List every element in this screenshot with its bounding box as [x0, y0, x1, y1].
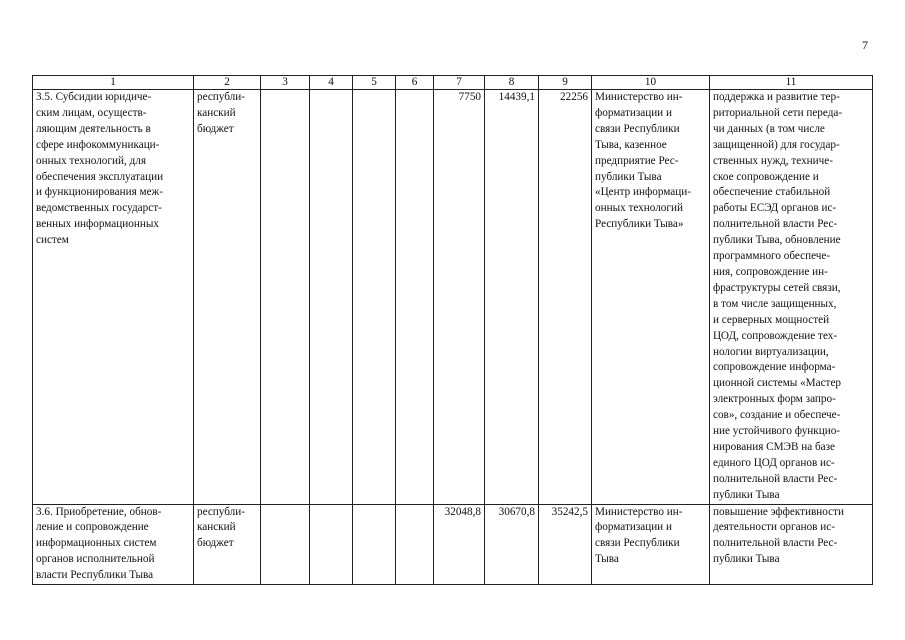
amount-cell: 7750 — [434, 90, 485, 505]
activity-name-cell: 3.5. Субсидии юридиче- ским лицам, осуществ- ляющим деятельность в сфере инфокоммуникаци- онных технологий, для обеспечения эксплуатации и функционирования меж- ведомственных государст- венных информационных систем — [33, 90, 194, 505]
empty-cell — [396, 90, 434, 505]
funding-source-cell: республи- канский бюджет — [194, 90, 261, 505]
empty-cell — [261, 90, 310, 505]
expected-result-cell: поддержка и развитие тер- риториальной сети переда- чи данных (в том числе защищенной) для государ- ственных нужд, техниче- ское сопровождение и обеспечение стабильной работы ЕСЭД органов ис- полнительной власти Рес- публики Тыва, обновление программного обеспече- ния, сопровождение ин- фраструктуры сетей связи, в том числе защищенных, и серверных мощностей ЦОД, сопровождение тех- нологии виртуализации, сопровождение информа- ционной системы «Мастер электронных форм запро- сов», создание и обеспече- ние устойчивого функцио- нирования СМЭВ на базе единого ЦОД органов ис- полнительной власти Рес- публики Тыва — [710, 90, 873, 505]
table-row — [33, 504, 873, 585]
column-header: 3 — [261, 76, 310, 90]
column-header: 6 — [396, 76, 434, 90]
empty-cell — [396, 504, 434, 585]
column-number-row — [33, 76, 873, 90]
empty-cell — [261, 504, 310, 585]
column-header: 8 — [485, 76, 539, 90]
page-number: 7 — [862, 38, 868, 52]
column-header: 9 — [539, 76, 592, 90]
expected-result-cell: повышение эффективности деятельности органов ис- полнительной власти Рес- публики Тыва — [710, 504, 873, 585]
amount-cell: 22256 — [539, 90, 592, 505]
amount-cell: 30670,8 — [485, 504, 539, 585]
empty-cell — [353, 90, 396, 505]
column-header: 1 — [33, 76, 194, 90]
empty-cell — [310, 504, 353, 585]
empty-cell — [310, 90, 353, 505]
amount-cell: 35242,5 — [539, 504, 592, 585]
column-header: 5 — [353, 76, 396, 90]
table-row — [33, 90, 873, 505]
program-activities-table — [32, 75, 873, 585]
column-header: 11 — [710, 76, 873, 90]
column-header: 7 — [434, 76, 485, 90]
executor-cell: Министерство ин- форматизации и связи Республики Тыва, казенное предприятие Рес- публики Тыва «Центр информаци- онных технологий Республики Тыва» — [592, 90, 710, 505]
amount-cell: 32048,8 — [434, 504, 485, 585]
empty-cell — [353, 504, 396, 585]
amount-cell: 14439,1 — [485, 90, 539, 505]
column-header: 4 — [310, 76, 353, 90]
funding-source-cell: республи- канский бюджет — [194, 504, 261, 585]
column-header: 10 — [592, 76, 710, 90]
column-header: 2 — [194, 76, 261, 90]
executor-cell: Министерство ин- форматизации и связи Республики Тыва — [592, 504, 710, 585]
activity-name-cell: 3.6. Приобретение, обнов- ление и сопровождение информационных систем органов исполнительной власти Республики Тыва — [33, 504, 194, 585]
